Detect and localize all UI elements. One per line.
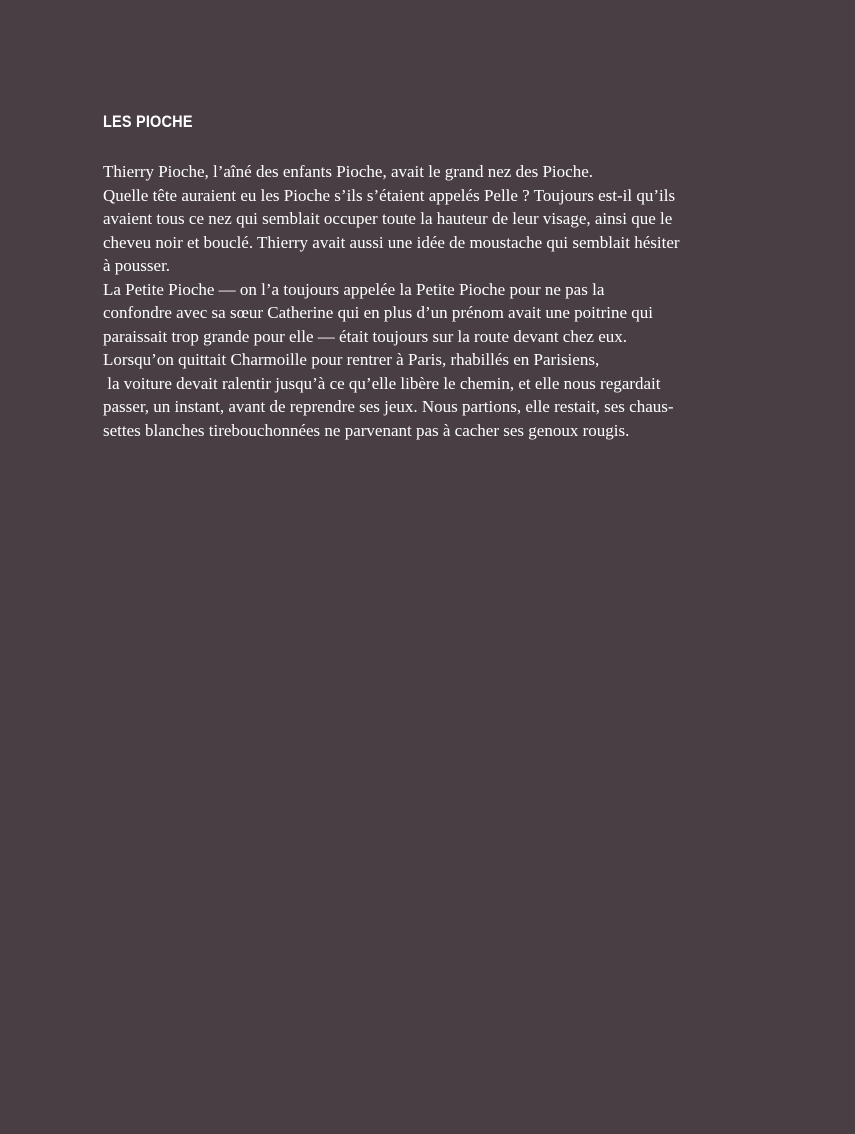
text-line: paraissait trop grande pour elle — était toujours sur la route devant chez eux. [103, 326, 627, 346]
text-line: cheveu noir et bouclé. Thierry avait aussi une idée de moustache qui semblait hésiter [103, 232, 680, 252]
text-line: la voiture devait ralentir jusqu’à ce qu’elle libère le chemin, et elle nous regardait [103, 373, 661, 393]
text-line: passer, un instant, avant de reprendre ses jeux. Nous partions, elle restait, ses chaus- [103, 397, 674, 416]
text-line: Thierry Pioche, l’aîné des enfants Pioche, avait le grand nez des Pioche. [103, 162, 593, 181]
text-line: Quelle tête auraient eu les Pioche s’ils s’étaient appelés Pelle ? Toujours est-il qu’ils [103, 185, 676, 205]
text-line: avaient tous ce nez qui semblait occuper toute la hauteur de leur visage, ainsi que le [103, 209, 673, 228]
section-heading: LES PIOCHE [103, 113, 193, 131]
text-line: Lorsqu’on quittait Charmoille pour rentrer à Paris, rhabillés en Parisiens, [103, 350, 600, 369]
text-line: La Petite Pioche — on l’a toujours appelée la Petite Pioche pour ne pas la [103, 279, 605, 299]
text-line: settes blanches tirebouchonnées ne parvenant pas à cacher ses genoux rougis. [103, 420, 630, 440]
text-line: confondre avec sa sœur Catherine qui en plus d’un prénom avait une poitrine qui [103, 303, 653, 322]
body-paragraph [103, 160, 743, 442]
text-line: à pousser. [103, 256, 171, 275]
